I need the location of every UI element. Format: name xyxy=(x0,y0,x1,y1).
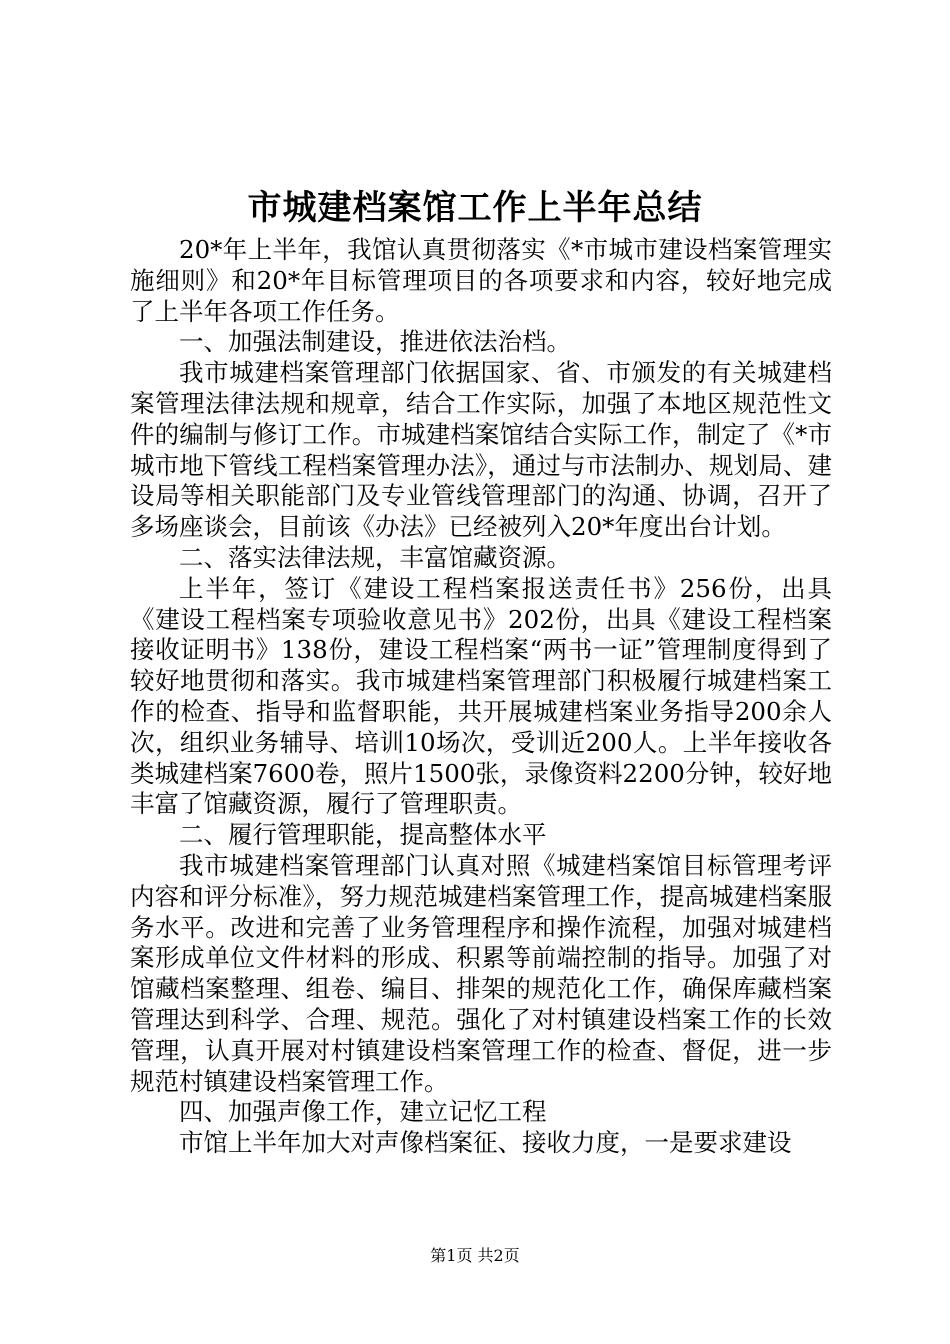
paragraph-section-1: 我市城建档案管理部门依据国家、省、市颁发的有关城建档案管理法律法规和规章，结合工作实际，加强了本地区规范性文件的编制与修订工作。市城建档案馆结合实际工作，制定了《*市城市地下管线工程档案管理办法》，通过与市法制办、规划局、建设局等相关职能部门及专业管线管理部门的沟通、协调，召开了多场座谈会，目前该《办法》已经被列入20*年度出台计划。 xyxy=(130,358,832,542)
paragraph-section-2: 上半年，签订《建设工程档案报送责任书》256份，出具《建设工程档案专项验收意见书》202份，出具《建设工程档案接收证明书》138份，建设工程档案“两书一证”管理制度得到了较好地贯彻和落实。我市城建档案管理部门积极履行城建档案工作的检查、指导和监督职能，共开展城建档案业务指导200余人次，组织业务辅导、培训10场次，受训近200人。上半年接收各类城建档案7600卷，照片1500张，录像资料2200分钟，较好地丰富了馆藏资源，履行了管理职责。 xyxy=(130,573,832,819)
paragraph-intro: 20*年上半年，我馆认真贯彻落实《*市城市建设档案管理实施细则》和20*年目标管理项目的各项要求和内容，较好地完成了上半年各项工作任务。 xyxy=(130,235,832,326)
document-body xyxy=(130,235,832,1159)
page-footer: 第1页 共2页 xyxy=(430,1246,520,1265)
section-heading-1: 一、加强法制建设，推进依法治档。 xyxy=(179,327,571,357)
paragraph-section-4: 市馆上半年加大对声像档案征、接收力度，一是要求建设 xyxy=(179,1128,792,1158)
section-heading-3: 二、履行管理职能，提高整体水平 xyxy=(179,820,547,850)
section-heading-2: 二、落实法律法规，丰富馆藏资源。 xyxy=(179,542,571,572)
section-heading-4: 四、加强声像工作，建立记忆工程 xyxy=(179,1097,547,1127)
document-title: 市城建档案馆工作上半年总结 xyxy=(247,188,703,228)
paragraph-section-3: 我市城建档案管理部门认真对照《城建档案馆目标管理考评内容和评分标准》，努力规范城建档案管理工作，提高城建档案服务水平。改进和完善了业务管理程序和操作流程，加强对城建档案形成单位文件材料的形成、积累等前端控制的指导。加强了对馆藏档案整理、组卷、编目、排架的规范化工作，确保库藏档案管理达到科学、合理、规范。强化了对村镇建设档案工作的长效管理，认真开展对村镇建设档案管理工作的检查、督促，进一步规范村镇建设档案管理工作。 xyxy=(130,850,832,1096)
